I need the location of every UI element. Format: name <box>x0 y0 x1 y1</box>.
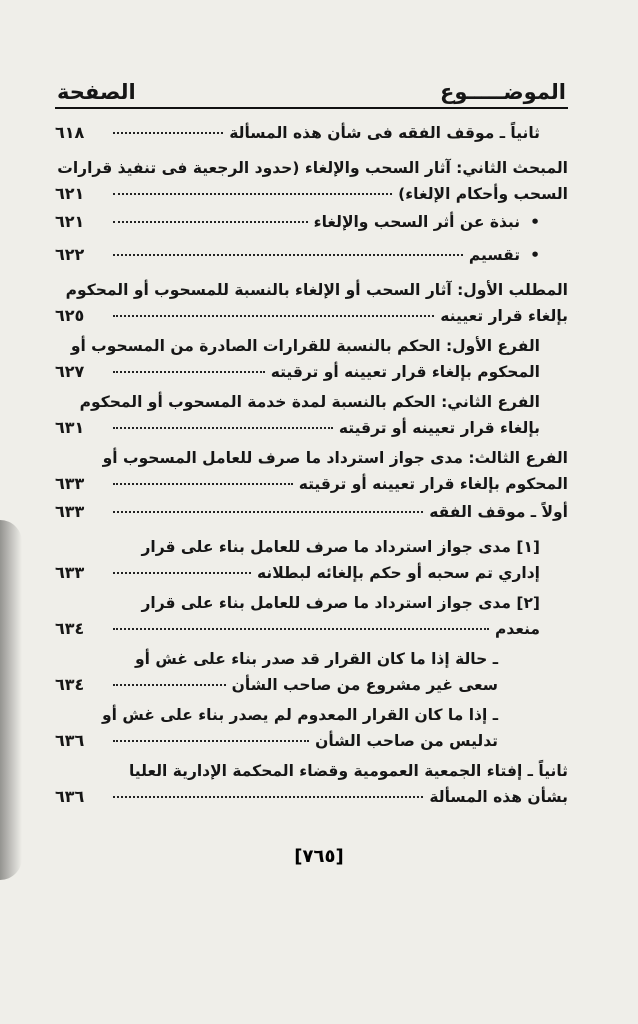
toc-entry-row <box>55 243 568 272</box>
toc-header <box>55 70 568 109</box>
toc-entry-row <box>55 673 568 697</box>
toc-entry-row <box>55 121 568 150</box>
toc-entry-text: المطلب الأول: آثار السحب أو الإلغاء بالنسبة للمسحوب أو المحكوم <box>65 281 568 299</box>
toc-page-number: ٦٢١ <box>55 184 85 203</box>
toc-entries <box>55 121 568 809</box>
dot-leader <box>113 370 265 373</box>
toc-entry-row <box>55 304 568 328</box>
dot-leader <box>113 627 489 630</box>
toc-entry-row <box>55 416 568 440</box>
dot-leader <box>113 795 423 798</box>
toc-entry <box>55 210 568 239</box>
toc-content <box>55 70 568 1024</box>
toc-entry-row <box>55 472 568 496</box>
toc-page-number: ٦٢٥ <box>55 306 85 325</box>
toc-entry <box>55 701 568 753</box>
dot-leader <box>113 314 434 317</box>
toc-entry-text: الفرع الأول: الحكم بالنسبة للقرارات الصادرة من المسحوب أو <box>70 337 540 355</box>
toc-entry-text: الفرع الثاني: الحكم بالنسبة لمدة خدمة المسحوب أو المحكوم <box>79 393 540 411</box>
toc-entry-text: السحب وأحكام الإلغاء) <box>398 185 568 203</box>
page-edge-shadow <box>0 520 22 880</box>
toc-entry-text: [٢] مدى جواز استرداد ما صرف للعامل بناء على قرار <box>141 594 540 612</box>
toc-entry-row <box>55 500 568 529</box>
toc-entry-text: • نبذة عن أثر السحب والإلغاء <box>313 213 521 231</box>
toc-page-number: ٦٢٢ <box>55 245 85 264</box>
toc-entry-text: أولاً ـ موقف الفقه <box>429 503 568 521</box>
toc-entry-row <box>55 729 568 753</box>
toc-entry <box>55 444 568 496</box>
toc-entry-text: الفرع الثالث: مدى جواز استرداد ما صرف للعامل المسحوب أو <box>102 449 568 467</box>
toc-entry-row <box>55 617 568 641</box>
toc-entry <box>55 154 568 206</box>
toc-entry <box>55 243 568 272</box>
topic-heading: الموضـــــوع <box>439 80 566 104</box>
toc-entry <box>55 757 568 809</box>
toc-entry-text: • تقسيم <box>468 246 521 264</box>
dot-leader <box>113 253 463 256</box>
toc-entry-row <box>55 785 568 809</box>
toc-entry <box>55 276 568 328</box>
toc-entry-row <box>55 360 568 384</box>
toc-entry-row <box>55 182 568 206</box>
toc-entry <box>55 533 568 585</box>
dot-leader <box>113 571 251 574</box>
toc-entry-text: المحكوم بإلغاء قرار تعيينه أو ترقيته <box>298 475 568 493</box>
toc-entry-text: المبحث الثاني: آثار السحب والإلغاء (حدود الرجعية فى تنفيذ قرارات <box>57 159 568 177</box>
toc-entry-text: ثانياً ـ إفتاء الجمعية العمومية وقضاء المحكمة الإدارية العليا <box>128 762 568 780</box>
toc-page-number: ٦٣٤ <box>55 619 85 638</box>
toc-page-number: ٦٣٣ <box>55 502 85 521</box>
dot-leader <box>113 510 423 513</box>
toc-entry-text: ـ حالة إذا ما كان القرار قد صدر بناء على غش أو <box>135 650 498 668</box>
dot-leader <box>113 739 309 742</box>
toc-entry <box>55 645 568 697</box>
toc-entry <box>55 500 568 529</box>
toc-entry-text: [١] مدى جواز استرداد ما صرف للعامل بناء على قرار <box>141 538 540 556</box>
toc-page-number: ٦٣٤ <box>55 675 85 694</box>
toc-entry <box>55 332 568 384</box>
toc-entry-text: سعى غير مشروع من صاحب الشأن <box>231 676 498 694</box>
dot-leader <box>113 482 293 485</box>
toc-page-number: ٦٣٣ <box>55 563 85 582</box>
toc-entry-text: ـ إذا ما كان القرار المعدوم لم يصدر بناء على غش أو <box>102 706 498 724</box>
toc-entry <box>55 589 568 641</box>
toc-entry-text: إداري تم سحبه أو حكم بإلغائه لبطلانه <box>257 564 540 582</box>
toc-entry-text: منعدم <box>495 620 540 638</box>
toc-entry-row <box>55 561 568 585</box>
page-number: [٧٦٥] <box>294 846 344 867</box>
toc-page-number: ٦٣١ <box>55 418 85 437</box>
dot-leader <box>113 683 226 686</box>
toc-page-number: ٦١٨ <box>55 123 85 142</box>
toc-entry-text: بإلغاء قرار تعيينه أو ترقيته <box>338 419 540 437</box>
dot-leader <box>113 426 333 429</box>
toc-entry-text: بشأن هذه المسألة <box>429 788 568 806</box>
toc-page-number: ٦٢١ <box>55 212 85 231</box>
toc-page-number: ٦٢٧ <box>55 362 85 381</box>
toc-entry <box>55 121 568 150</box>
page-heading: الصفحة <box>57 80 136 104</box>
toc-entry-text: المحكوم بإلغاء قرار تعيينه أو ترقيته <box>270 363 540 381</box>
dot-leader <box>113 220 308 223</box>
dot-leader <box>113 131 223 134</box>
toc-entry <box>55 388 568 440</box>
toc-page-number: ٦٣٦ <box>55 787 85 806</box>
toc-entry-text: ثانياً ـ موقف الفقه فى شأن هذه المسألة <box>229 124 540 142</box>
dot-leader <box>113 192 392 195</box>
toc-entry-row <box>55 210 568 239</box>
toc-page-number: ٦٣٦ <box>55 731 85 750</box>
toc-entry-text: تدليس من صاحب الشأن <box>315 732 498 750</box>
toc-page-number: ٦٣٣ <box>55 474 85 493</box>
toc-entry-text: بإلغاء قرار تعيينه <box>440 307 568 325</box>
